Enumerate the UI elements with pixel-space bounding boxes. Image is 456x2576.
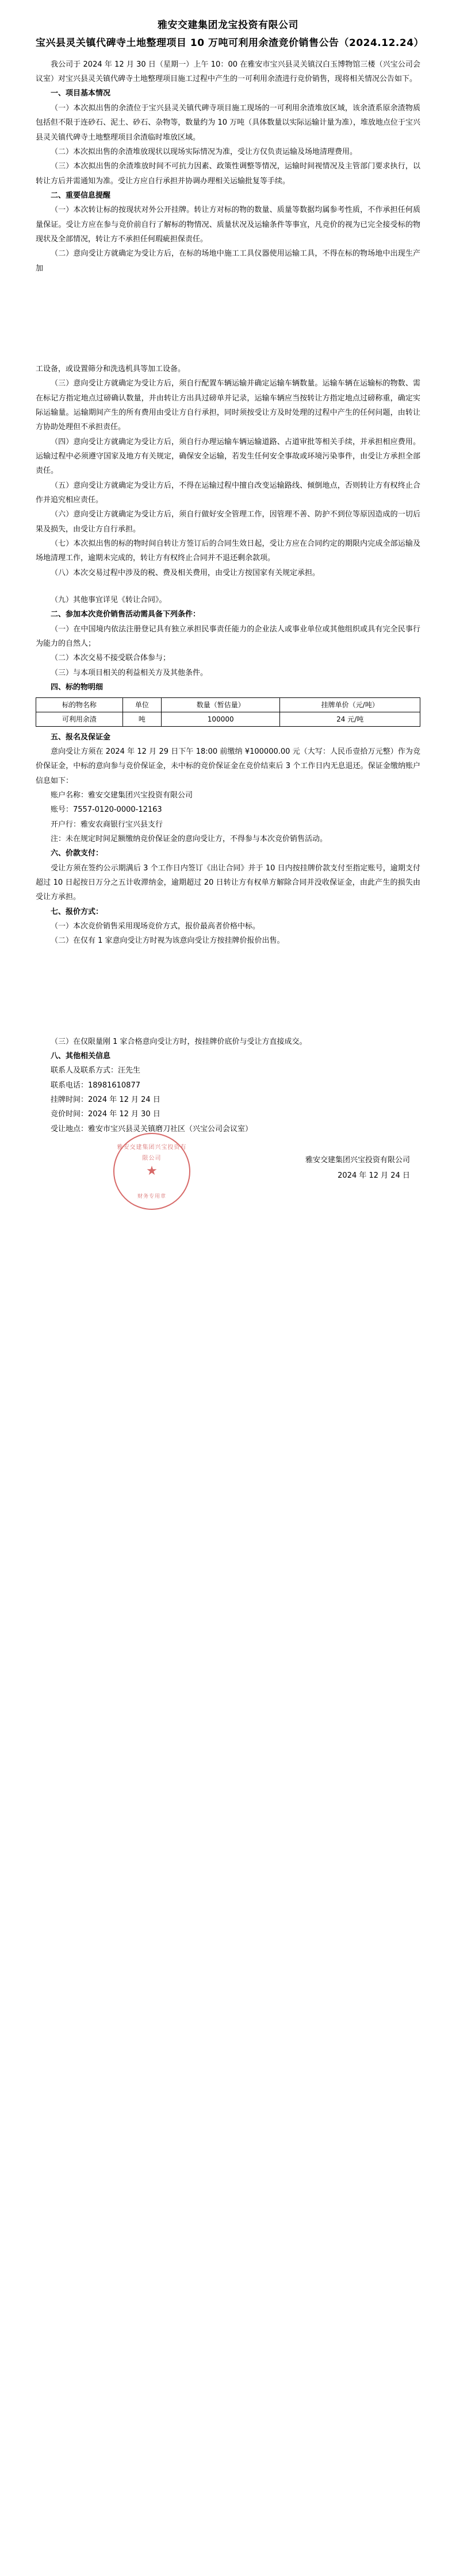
table-header-cell-price: 挂牌单价（元/吨） xyxy=(280,697,420,712)
spacer-1 xyxy=(36,580,420,593)
contact-phone: 联系电话：18981610877 xyxy=(51,1081,140,1090)
table-row xyxy=(36,712,420,726)
section-3-heading: 二、参加本次竞价销售活动需具备下列条件： xyxy=(51,610,201,619)
signature-company: 雅安交建集团兴宝投资有限公司 xyxy=(305,1156,410,1165)
table-cell-quantity: 100000 xyxy=(162,712,280,726)
continued-paragraph-4: （五）意向受让方就确定为受让方后，不得在运输过程中擅自改变运输路线、倾倒地点，否则转让方有权终止合作并追究相应责任。 xyxy=(36,481,420,505)
company-seal-icon xyxy=(113,1133,190,1210)
continued-paragraph-7: （八）本次交易过程中涉及的税、费及相关费用，由受让方按国家有关规定承担。 xyxy=(51,568,320,577)
section-4-heading: 四、标的物明细 xyxy=(51,683,104,692)
section-3-paragraph-2: （二）本次交易不接受联合体参与； xyxy=(51,654,171,663)
bid-method-paragraph-2: （二）在仅有 1 家意向受让方时视为该意向受让方按挂牌价报价出售。 xyxy=(51,936,285,946)
seal-bottom-text: 财务专用章 xyxy=(137,1193,166,1200)
table-header-row xyxy=(36,697,420,712)
account-name: 账户名称：雅安交建集团兴宝投资有限公司 xyxy=(51,790,193,800)
table-header-cell-name: 标的物名称 xyxy=(36,697,123,712)
document-title-line2: 宝兴县灵关镇代碑寺土地整理项目 10 万吨可利用余渣竞价销售公告（2024.12.24） xyxy=(36,37,424,49)
section-2-paragraph-2: （二）意向受让方就确定为受让方后，在标的场地中施工工具仪器使用运输工具，不得在标的物场地中出现生产加 xyxy=(36,249,420,273)
section-7-heading: 七、报价方式： xyxy=(51,907,104,916)
table-cell-unit: 吨 xyxy=(122,712,161,726)
contact-person: 联系人及联系方式：汪先生 xyxy=(51,1066,141,1075)
continued-paragraph-1: 工设备，或设置筛分和洗选机具等加工设备。 xyxy=(36,364,186,373)
section-2-paragraph-1: （一）本次转让标的按现状对外公开挂牌。转让方对标的物的数量、质量等数据均属参考性质，不作承担任何质量保证。受让方应在参与竞价前自行了解标的物情况、质量状况及运输条件等事宜，凡竞价的视为已完全接受标的物现状及全部情况，转让方不承担任何瑕疵担保责任。 xyxy=(36,206,420,244)
document-title-line1: 雅安交建集团龙宝投资有限公司 xyxy=(158,20,298,31)
bid-method-paragraph-3: （三）在仅限量刚 1 家合格意向受让方时，按挂牌价底价与受让方直接成交。 xyxy=(51,1037,307,1046)
section-3-paragraph-3: （三）与本项目相关的利益相关方及其他条件。 xyxy=(51,668,208,677)
continued-paragraph-2: （三）意向受让方就确定为受让方后，须自行配置车辆运输并确定运输车辆数量。运输车辆在运输标的物数、需在标记方指定地点过磅确认数量，并由转让方出具过磅单并记录，运输车辆应当按转让方指定地点过磅称重，确定实际运输量。运输期间产生的所有费用由受让方自行承担，同时须按受让方及时处理的过程中产生的任何问题，由转让方协助处理但不承担责任。 xyxy=(36,379,420,432)
payment-paragraph: 受让方须在签约公示期满后 3 个工作日内签订《出让合同》并于 10 日内按挂牌价款支付至指定账号，逾期支付超过 10 日起按日万分之五计收滞纳金，逾期超过 20 日转让方有权单方解除合同并没收保证金，由此产生的损失由受让方承担。 xyxy=(36,863,420,902)
deposit-warning: 注：未在规定时间足额缴纳竞价保证金的意向受让方，不得参与本次竞价销售活动。 xyxy=(51,834,328,843)
section-1-paragraph-1: （一）本次拟出售的余渣位于宝兴县灵关镇代碑寺项目施工现场的一可利用余渣堆放区域，该余渣系原余渣物质包括但不限于连砂石、泥土、砂石、杂物等，数量约为 10 万吨（具体数量以实际运输计量为准），堆放地点位于宝兴县灵关镇代碑寺土地整理项目余渣临时堆放区域。 xyxy=(36,103,420,142)
bid-method-paragraph-1: （一）本次竞价销售采用现场竞价方式，报价最高者价格中标。 xyxy=(51,921,260,931)
section-6-heading: 六、价款支付： xyxy=(51,849,104,858)
table-header-cell-unit: 单位 xyxy=(122,697,161,712)
account-number: 账号：7557-0120-0000-12163 xyxy=(51,805,162,815)
document-intro: 我公司于 2024 年 12 月 30 日（星期一）上午 10：00 在雅安市宝兴县灵关镇汉白玉博物馆三楼（兴宝公司会议室）对宝兴县灵关镇代碑寺土地整理项目施工过程中产生的一可利用余渣进行竞价销售，现将相关情况公告如下。 xyxy=(36,60,420,84)
continued-paragraph-6: （七）本次拟出售的标的物时间自转让方签订后的合同生效日起，受让方应在合同约定的期限内完成全部运输及场地清理工作，逾期未完成的，转让方有权终止合同并不退还剩余款项。 xyxy=(36,539,420,563)
seal-star-icon: ★ xyxy=(146,1164,158,1179)
continued-paragraph-5: （六）意向受让方就确定为受让方后，须自行做好安全管理工作，因管理不善、防护不到位等原因造成的一切后果及损失，由受让方自行承担。 xyxy=(36,510,420,534)
listing-date: 挂牌时间：2024 年 12 月 24 日 xyxy=(51,1096,160,1105)
section-5-heading: 五、报名及保证金 xyxy=(51,732,111,742)
bidding-location: 受让地点：雅安市宝兴县灵关镇磨刀社区（兴宝公司会议室） xyxy=(51,1124,253,1133)
signature-block xyxy=(36,1144,420,1200)
page-break-gap-1 xyxy=(36,276,420,362)
page-break-gap-2 xyxy=(36,948,420,1035)
deposit-paragraph: 意向受让方须在 2024 年 12 月 29 日下午 18:00 前缴纳 ¥100000.00 元（大写：人民币壹拾万元整）作为竞价保证金，中标的意向参与竞价保证金，未中标的竞价保证金在竞价结束后 3 个工作日内无息退还。保证金缴纳账户信息如下： xyxy=(36,747,420,785)
section-8-heading: 八、其他相关信息 xyxy=(51,1052,111,1061)
section-1-paragraph-2: （二）本次拟出售的余渣堆放现状以现场实际情况为准，受让方仅负责运输及场地清理费用。 xyxy=(51,147,358,156)
section-1-paragraph-3: （三）本次拟出售的余渣堆放时间不可抗力因素、政策性调整等情况，运输时间视情况及主管部门要求执行，以转让方后并需通知为准。受让方应自行承担并协调办理相关运输批复等手续。 xyxy=(36,162,420,186)
goods-table xyxy=(36,697,420,727)
signature-date: 2024 年 12 月 24 日 xyxy=(338,1171,410,1181)
table-header-cell-quantity: 数量（暂估量） xyxy=(162,697,280,712)
transfer-contract-note: （九）其他事宜详见《转让合同》。 xyxy=(51,596,167,605)
account-bank: 开户行：雅安农商银行宝兴县支行 xyxy=(51,820,163,829)
bidding-date: 竞价时间：2024 年 12 月 30 日 xyxy=(51,1110,160,1119)
seal-top-text: 雅安交建集团兴宝投资有限公司 xyxy=(117,1144,187,1162)
section-3-paragraph-1: （一）在中国境内依法注册登记具有独立承担民事责任能力的企业法人或事业单位或其他组织或具有完全民事行为能力的自然人； xyxy=(36,624,420,649)
table-cell-name: 可利用余渣 xyxy=(36,712,123,726)
section-2-heading: 二、重要信息提醒 xyxy=(51,191,111,200)
table-cell-price: 24 元/吨 xyxy=(280,712,420,726)
section-1-heading: 一、项目基本情况 xyxy=(51,89,111,98)
continued-paragraph-3: （四）意向受让方就确定为受让方后，须自行办理运输车辆运输道路、占道审批等相关手续，并承担相应费用。运输过程中必须遵守国家及地方有关规定，确保安全运输，若发生任何安全事故或环境污染事件，由受让方承担全部责任。 xyxy=(36,437,420,476)
